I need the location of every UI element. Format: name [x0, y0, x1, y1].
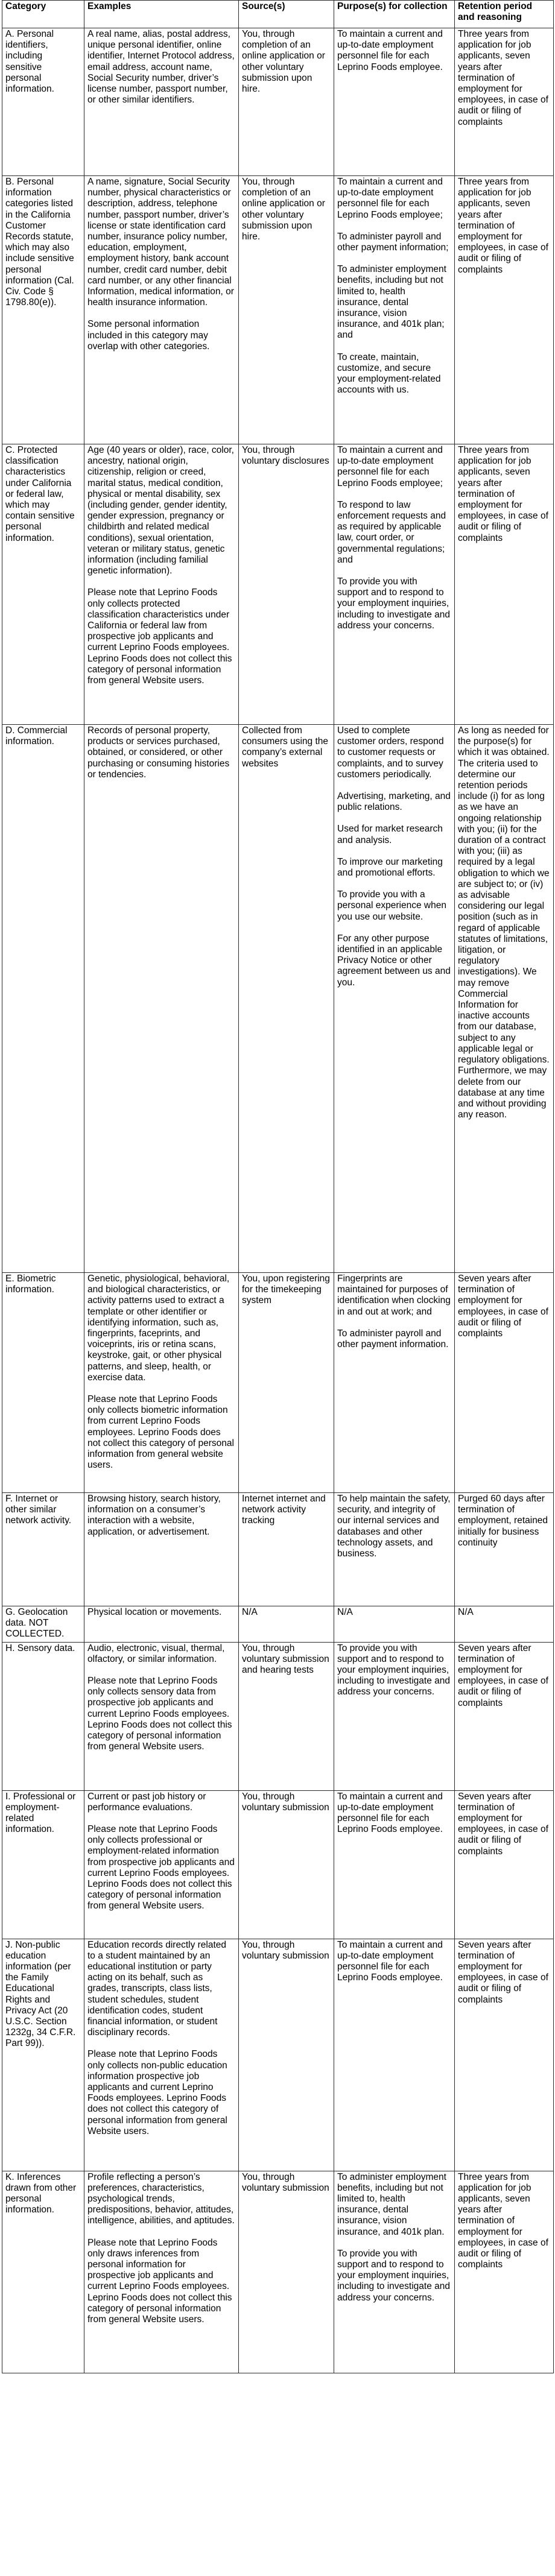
purposes-text: Advertising, marketing, and public relations. [337, 791, 451, 813]
table-row [2, 1939, 554, 2171]
examples-text: Browsing history, search history, information on a consumer’s interaction with a website, application, or advertisement. [87, 1494, 221, 1537]
cell-purposes [334, 1493, 455, 1606]
category-text: I. Professional or employment-related information. [5, 1791, 76, 1835]
table-row [2, 28, 554, 176]
cell-retention [455, 1790, 554, 1939]
cell-sources [239, 1790, 334, 1939]
sources-text: You, through voluntary submission and hearing tests [242, 1643, 329, 1676]
sources-text: You, through voluntary submission [242, 1791, 329, 1813]
purposes-text: To improve our marketing and promotional efforts. [337, 856, 443, 879]
table-row [2, 1493, 554, 1606]
cell-category [2, 1790, 84, 1939]
cell-examples [84, 176, 239, 444]
purposes-text: To administer employment benefits, including but not limited to, health insurance, dental insurance, vision insurance, and 401k plan; and [337, 264, 446, 341]
cell-examples [84, 725, 239, 1273]
purposes-text: Used for market research and analysis. [337, 824, 443, 845]
retention-text: Seven years after termination of employment for employees, in case of audit or filing of complaints [458, 1274, 548, 1339]
cell-examples [84, 2171, 239, 2373]
table-row [2, 1790, 554, 1939]
cell-category [2, 1642, 84, 1790]
purposes-text: To provide you with support and to respond to your employment inquiries, including to investigate and address your concerns. [337, 576, 450, 631]
purposes-text: Used to complete customer orders, respond to customer requests or complaints, and to survey customers periodically. [337, 725, 444, 780]
cell-purposes [334, 1606, 455, 1643]
table-row [2, 176, 554, 444]
examples-text: Please note that Leprino Foods only collects non-public education information prospective job applicants and current Leprino Foods employees. Leprino Foods does not collect this category of personal information from general Website users. [87, 2049, 227, 2136]
cell-examples [84, 1939, 239, 2171]
cell-retention [455, 1642, 554, 1790]
table-row [2, 1273, 554, 1493]
cell-purposes [334, 28, 455, 176]
examples-text: Audio, electronic, visual, thermal, olfactory, or similar information. [87, 1643, 225, 1664]
purposes-text: To maintain a current and up-to-date employment personnel file for each Leprino Foods employee; [337, 177, 443, 220]
header-examples: Examples [84, 1, 239, 28]
sources-text: You, through voluntary disclosures [242, 445, 329, 467]
examples-text: Please note that Leprino Foods only collects protected classification characteristics under California or federal law from prospective job applicants and current Leprino Foods employees. Leprino Foods does not collect this category of personal information from general Website users. [87, 587, 232, 686]
examples-text: Please note that Leprino Foods only collects professional or employment-related information from prospective job applicants and current Leprino Foods employees. Leprino Foods does not collect this category of personal information from general Website users. [87, 1824, 235, 1911]
personal-information-table [2, 0, 554, 2373]
sources-text: You, through voluntary submission [242, 1939, 329, 1961]
cell-sources [239, 2171, 334, 2373]
examples-text: Genetic, physiological, behavioral, and biological characteristics, or activity patterns used to extract a template or other identifier or identifying information, such as, fingerprints, faceprints, and voiceprints, iris or retina scans, keystroke, gait, or other physical patterns, and sleep, health, or exercise data. [87, 1274, 230, 1383]
category-text: F. Internet or other similar network activity. [5, 1494, 72, 1526]
category-text: K. Inferences drawn from other personal information. [5, 2171, 77, 2215]
retention-text: Seven years after termination of employment for employees, in case of audit or filing of complaints [458, 1791, 548, 1857]
examples-text: Age (40 years or older), race, color, ancestry, national origin, citizenship, religion or creed, marital status, medical condition, physical or mental disability, sex (including gender, gender identity, gender expression, pregnancy or childbirth and related medical conditions), sexual orientation, veteran or military status, genetic information (including familial genetic information). [87, 445, 234, 576]
cell-examples [84, 444, 239, 725]
sources-text: You, through completion of an online application or other voluntary submission upon hire. [242, 29, 325, 95]
examples-text: Some personal information included in this category may overlap with other categories. [87, 319, 210, 352]
cell-purposes [334, 2171, 455, 2373]
cell-sources [239, 1939, 334, 2171]
examples-text: Profile reflecting a person’s preferences, characteristics, psychological trends, predispositions, behavior, attitudes, intelligence, abilities, and aptitudes. [87, 2171, 235, 2226]
purposes-text: N/A [337, 1607, 353, 1617]
retention-text: N/A [458, 1607, 474, 1617]
cell-category [2, 28, 84, 176]
examples-text: Education records directly related to a student maintained by an educational institution or party acting on its behalf, such as grades, transcripts, class lists, student schedules, student identification codes, student financial information, or student disciplinary records. [87, 1939, 227, 2038]
purposes-text: To maintain a current and up-to-date employment personnel file for each Leprino Foods employee. [337, 1791, 443, 1835]
retention-text: Seven years after termination of employment for employees, in case of audit or filing of complaints [458, 1643, 548, 1708]
cell-examples [84, 1273, 239, 1493]
cell-category [2, 176, 84, 444]
table-row [2, 2171, 554, 2373]
cell-purposes [334, 1273, 455, 1493]
purposes-text: For any other purpose identified in an applicable Privacy Notice or other agreement between us and you. [337, 933, 451, 988]
examples-text: Current or past job history or performance evaluations. [87, 1791, 206, 1813]
retention-text: Seven years after termination of employment for employees, in case of audit or filing of complaints [458, 1939, 548, 2005]
table-row [2, 1642, 554, 1790]
category-text: A. Personal identifiers, including sensitive personal information. [5, 29, 54, 95]
purposes-text: To administer employment benefits, including but not limited to, health insurance, dental insurance, vision insurance, and 401k plan. [337, 2171, 446, 2237]
cell-category [2, 725, 84, 1273]
cell-category [2, 2171, 84, 2373]
header-category: Category [2, 1, 84, 28]
purposes-text: To maintain a current and up-to-date employment personnel file for each Leprino Foods employee. [337, 29, 443, 72]
cell-purposes [334, 176, 455, 444]
category-text: E. Biometric information. [5, 1274, 56, 1295]
cell-purposes [334, 1642, 455, 1790]
examples-text: A real name, alias, postal address, unique personal identifier, online identifier, Internet Protocol address, email address, account name, Social Security number, driver’s license number, passport number, or other similar identifiers. [87, 29, 235, 106]
examples-text: Please note that Leprino Foods only draws inferences from personal information for prospective job applicants and current Leprino Foods employees. Leprino Foods does not collect this category of personal information from general Website users. [87, 2237, 232, 2325]
purposes-text: To respond to law enforcement requests and as required by applicable law, court order, or governmental regulations; and [337, 499, 446, 565]
header-purposes: Purpose(s) for collection [334, 1, 455, 28]
cell-sources [239, 1273, 334, 1493]
retention-text: Three years from application for job applicants, seven years after termination of employment for employees, in case of audit or filing of complaints [458, 29, 548, 127]
cell-sources [239, 1493, 334, 1606]
purposes-text: To maintain a current and up-to-date employment personnel file for each Leprino Foods employee; [337, 445, 443, 488]
examples-text: Physical location or movements. [87, 1607, 222, 1617]
category-text: G. Geolocation data. NOT COLLECTED. [5, 1607, 68, 1640]
table-body [2, 28, 554, 2373]
retention-text: Purged 60 days after termination of employment, retained initially for business continuity [458, 1494, 548, 1548]
examples-text: A name, signature, Social Security number, physical characteristics or description, address, telephone number, passport number, driver’s license or state identification card number, insurance policy number, education, employment, employment history, bank account number, credit card number, debit card number, or any other financial Information, medical information, or health insurance information. [87, 177, 234, 308]
cell-purposes [334, 444, 455, 725]
sources-text: You, through completion of an online application or other voluntary submission upon hire. [242, 177, 325, 242]
cell-retention [455, 1939, 554, 2171]
cell-retention [455, 28, 554, 176]
purposes-text: Fingerprints are maintained for purposes of identification when clocking in and out at work; and [337, 1274, 451, 1317]
examples-text: Please note that Leprino Foods only collects biometric information from current Leprino Foods employees. Leprino Foods does not collect this category of personal information from general website users. [87, 1394, 234, 1471]
purposes-text: To administer payroll and other payment information. [337, 1328, 449, 1350]
cell-sources [239, 28, 334, 176]
cell-category [2, 1493, 84, 1606]
cell-retention [455, 176, 554, 444]
header-sources: Source(s) [239, 1, 334, 28]
cell-retention [455, 2171, 554, 2373]
cell-purposes [334, 725, 455, 1273]
retention-text: Three years from application for job applicants, seven years after termination of employment for employees, in case of audit or filing of complaints [458, 177, 548, 275]
cell-purposes [334, 1939, 455, 2171]
sources-text: N/A [242, 1607, 258, 1617]
sources-text: Collected from consumers using the company’s external websites [242, 725, 329, 769]
cell-examples [84, 1606, 239, 1643]
cell-sources [239, 176, 334, 444]
cell-sources [239, 1606, 334, 1643]
cell-retention [455, 1606, 554, 1643]
examples-text: Please note that Leprino Foods only collects sensory data from prospective job applicants and current Leprino Foods employees. Leprino Foods does not collect this category of personal information from general Website users. [87, 1676, 232, 1752]
category-text: C. Protected classification characteristics under California or federal law, which may contain sensitive personal information. [5, 445, 75, 543]
table-header-row [2, 1, 554, 28]
retention-text: Three years from application for job applicants, seven years after termination of employment for employees, in case of audit or filing of complaints [458, 445, 548, 543]
purposes-text: To provide you with support and to respond to your employment inquiries, including to investigate and address your concerns. [337, 2248, 450, 2303]
purposes-text: To administer payroll and other payment information; [337, 231, 449, 253]
cell-category [2, 1273, 84, 1493]
category-text: H. Sensory data. [5, 1643, 75, 1653]
table-row [2, 444, 554, 725]
cell-examples [84, 1642, 239, 1790]
cell-sources [239, 725, 334, 1273]
cell-retention [455, 1273, 554, 1493]
cell-category [2, 1606, 84, 1643]
purposes-text: To maintain a current and up-to-date employment personnel file for each Leprino Foods employee. [337, 1939, 443, 1983]
table-row [2, 1606, 554, 1643]
sources-text: You, through voluntary submission [242, 2171, 329, 2193]
purposes-text: To create, maintain, customize, and secure your employment-related accounts with us. [337, 352, 441, 396]
sources-text: Internet internet and network activity tracking [242, 1494, 326, 1526]
cell-examples [84, 1790, 239, 1939]
cell-category [2, 444, 84, 725]
purposes-text: To provide you with a personal experience when you use our website. [337, 889, 446, 922]
category-text: J. Non-public education information (per the Family Educational Rights and Privacy Act (20 U.S.C. Section 1232g, 34 C.F.R. Part 99)). [5, 1939, 76, 2049]
cell-examples [84, 1493, 239, 1606]
cell-retention [455, 1493, 554, 1606]
category-text: D. Commercial information. [5, 725, 68, 747]
examples-text: Records of personal property, products or services purchased, obtained, or considered, or other purchasing or consuming histories or tendencies. [87, 725, 230, 780]
cell-retention [455, 725, 554, 1273]
cell-purposes [334, 1790, 455, 1939]
purposes-text: To provide you with support and to respond to your employment inquiries, including to investigate and address your concerns. [337, 1643, 450, 1697]
sources-text: You, upon registering for the timekeeping system [242, 1274, 330, 1306]
cell-category [2, 1939, 84, 2171]
cell-sources [239, 1642, 334, 1790]
retention-text: Three years from application for job applicants, seven years after termination of employment for employees, in case of audit or filing of complaints [458, 2171, 548, 2270]
cell-sources [239, 444, 334, 725]
cell-retention [455, 444, 554, 725]
retention-text: As long as needed for the purpose(s) for which it was obtained. The criteria used to determine our retention periods include (i) for as long as we have an ongoing relationship with you; (ii) for the duration of a contract with you; (iii) as required by a legal obligation to which we are subject to; or (iv) as advisable considering our legal position (such as in regard of applicable statutes of limitations, litigation, or regulatory investigations). We may remove Commercial Information for inactive accounts from our database, subject to any applicable legal or regulatory obligations. Furthermore, we may delete from our database at any time and without providing any reason. [458, 725, 550, 1120]
header-retention: Retention period and reasoning [455, 1, 554, 28]
cell-examples [84, 28, 239, 176]
table-row [2, 725, 554, 1273]
category-text: B. Personal information categories listed in the California Customer Records statute, which may also include sensitive personal information (Cal. Civ. Code § 1798.80(e)). [5, 177, 74, 308]
purposes-text: To help maintain the safety, security, and integrity of our internal services and databases and other technology assets, and business. [337, 1494, 451, 1559]
